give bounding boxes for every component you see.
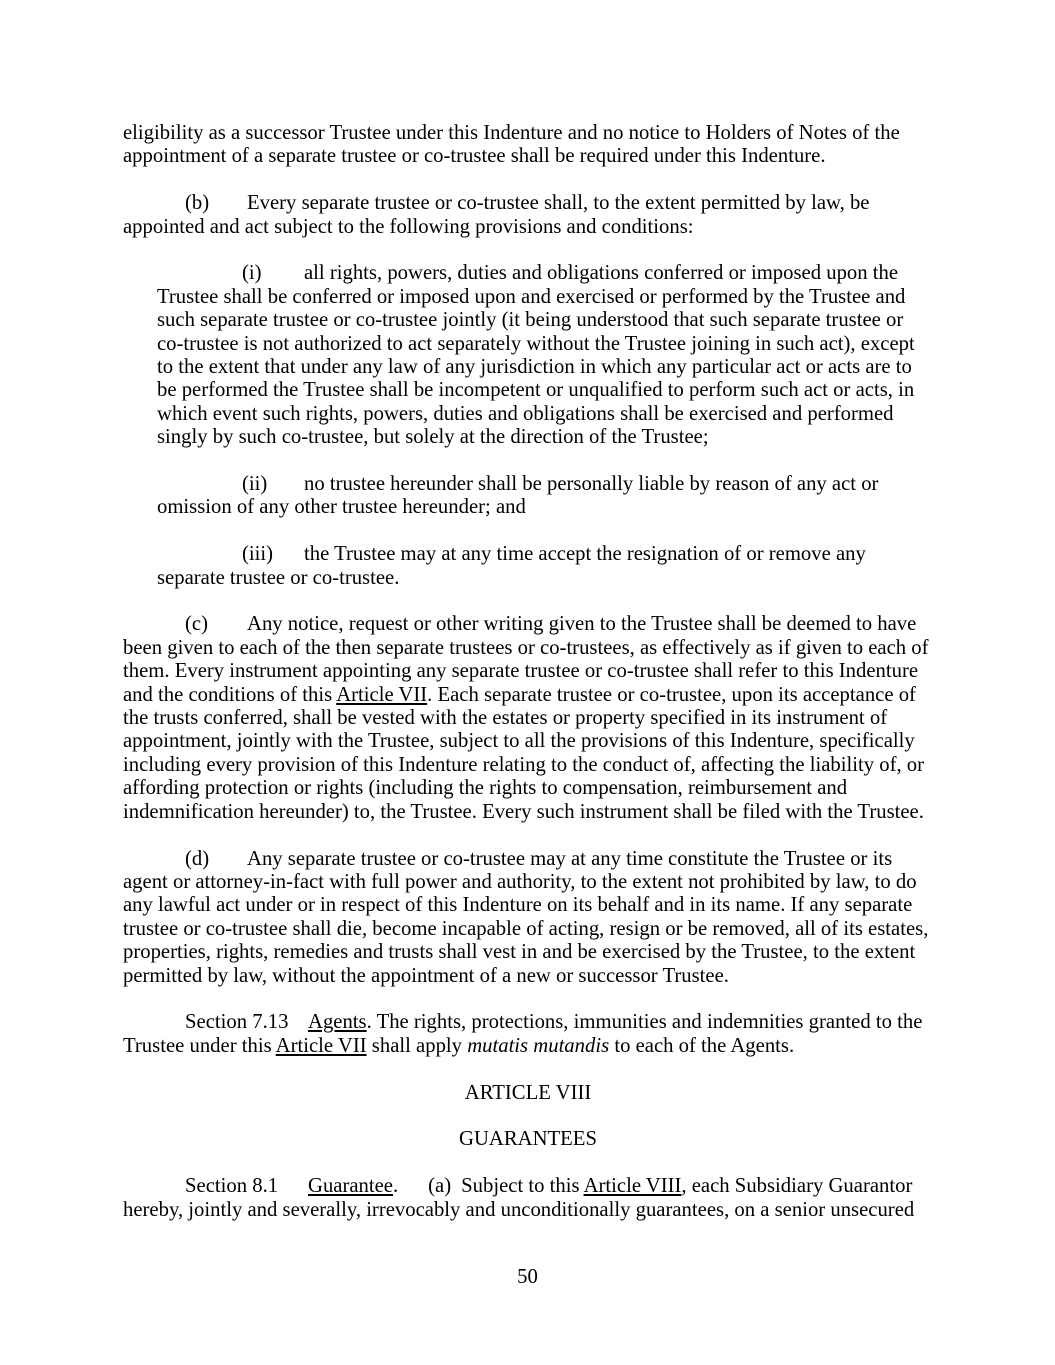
paragraph-c [123,613,933,824]
text-run: Any notice, request or other writing given to the Trustee shall be deemed to have been given to each of the then separate trustees or co-trustees, as effectively as if given to each of them. Every instrument appointing any separate trustee or co-trustee shall refer to this Indenture and the conditions of this [123,613,929,706]
text-run: the Trustee may at any time accept the resignation of or remove any separate trustee or co-trustee. [157,543,866,589]
clause-b-label: (b) [185,192,210,215]
text-run: . Each separate trustee or co-trustee, upon its acceptance of the trusts conferred, shall be vested with the estates or property specified in its instrument of appointment, jointly with the Trustee, subject to all the provisions of this Indenture, specifically including every provision of this Indenture relating to the conduct of, affecting the liability of, or affording protection or rights (including the rights to compensation, reimbursement and indemnification hereunder) to, the Trustee. Every such instrument shall be filed with the Trustee. [123,683,925,823]
list-item-ii [157,473,933,520]
clause-a-label: (a) [428,1175,452,1198]
text-run: , each Subsidiary Guarantor hereby, jointly and severally, irrevocably and unconditionally guarantees, on a senior unsecured [123,1175,915,1221]
text-run: to each of the Agents. [609,1034,795,1057]
latin-phrase: mutatis mutandis [467,1034,610,1057]
heading-guarantees: GUARANTEES [459,1128,597,1151]
article-vii-reference: Article VII [275,1034,367,1057]
article-vii-reference: Article VII [336,683,428,706]
clause-d-label: (d) [185,847,210,870]
text-run: no trustee hereunder shall be personally liable by reason of any act or omission of any other trustee hereunder; and [157,473,879,519]
document-body [123,122,933,1245]
text-run: Any separate trustee or co-trustee may at any time constitute the Trustee or its agent or attorney-in-fact with full power and authority, to the extent not prohibited by law, to do any lawful act under or in respect of this Indenture on its behalf and in its name. If any separate trustee or co-trustee shall die, become incapable of acting, resign or be removed, all of its estates, properties, rights, remedies and trusts shall vest in and be exercised by the Trustee, to the extent permitted by law, without the appointment of a new or successor Trustee. [123,847,929,987]
clause-c-label: (c) [185,613,208,636]
page-number: 50 [517,1266,538,1288]
section-7-13-title: Agents [308,1011,367,1034]
text-run: Subject to this [461,1175,584,1198]
paragraph-d [123,848,933,988]
text-run: eligibility as a successor Trustee under this Indenture and no notice to Holders of Notes of the appointment of a separate trustee or co-trustee shall be required under this Indenture. [123,122,900,168]
clause-i-label: (i) [242,262,262,285]
text-run: . The rights, protections, immunities and indemnities granted to the Trustee under this [123,1011,923,1057]
paragraph-b [123,192,933,239]
text-run: shall apply [366,1034,468,1057]
heading-article-viii: ARTICLE VIII [464,1081,592,1104]
section-8-1-paragraph [123,1175,933,1222]
clause-ii-label: (ii) [242,473,268,496]
clause-iii-label: (iii) [242,543,274,566]
list-item-iii [157,543,933,590]
section-7-13-number: Section 7.13 [185,1011,289,1034]
section-8-1-number: Section 8.1 [185,1175,279,1198]
list-item-i [157,262,933,449]
section-7-13-paragraph [123,1011,933,1058]
text-run: Every separate trustee or co-trustee shall, to the extent permitted by law, be appointed and act subject to the following provisions and conditions: [123,192,870,238]
text-run: . [393,1175,399,1198]
article-viii-reference: Article VIII [583,1175,682,1198]
section-8-1-title: Guarantee [308,1175,393,1198]
text-run: all rights, powers, duties and obligations conferred or imposed upon the Trustee shall be conferred or imposed upon and exercised or performed by the Trustee and such separate trustee or co-trustee jointly (it being understood that such separate trustee or co-trustee is not authorized to act separately without the Trustee joining in such act), except to the extent that under any law of any jurisdiction in which any particular act or acts are to be performed the Trustee shall be incompetent or unqualified to perform such act or acts, in which event such rights, powers, duties and obligations shall be exercised and performed singly by such co-trustee, but solely at the direction of the Trustee; [157,262,915,449]
paragraph-intro-continuation [123,122,933,169]
